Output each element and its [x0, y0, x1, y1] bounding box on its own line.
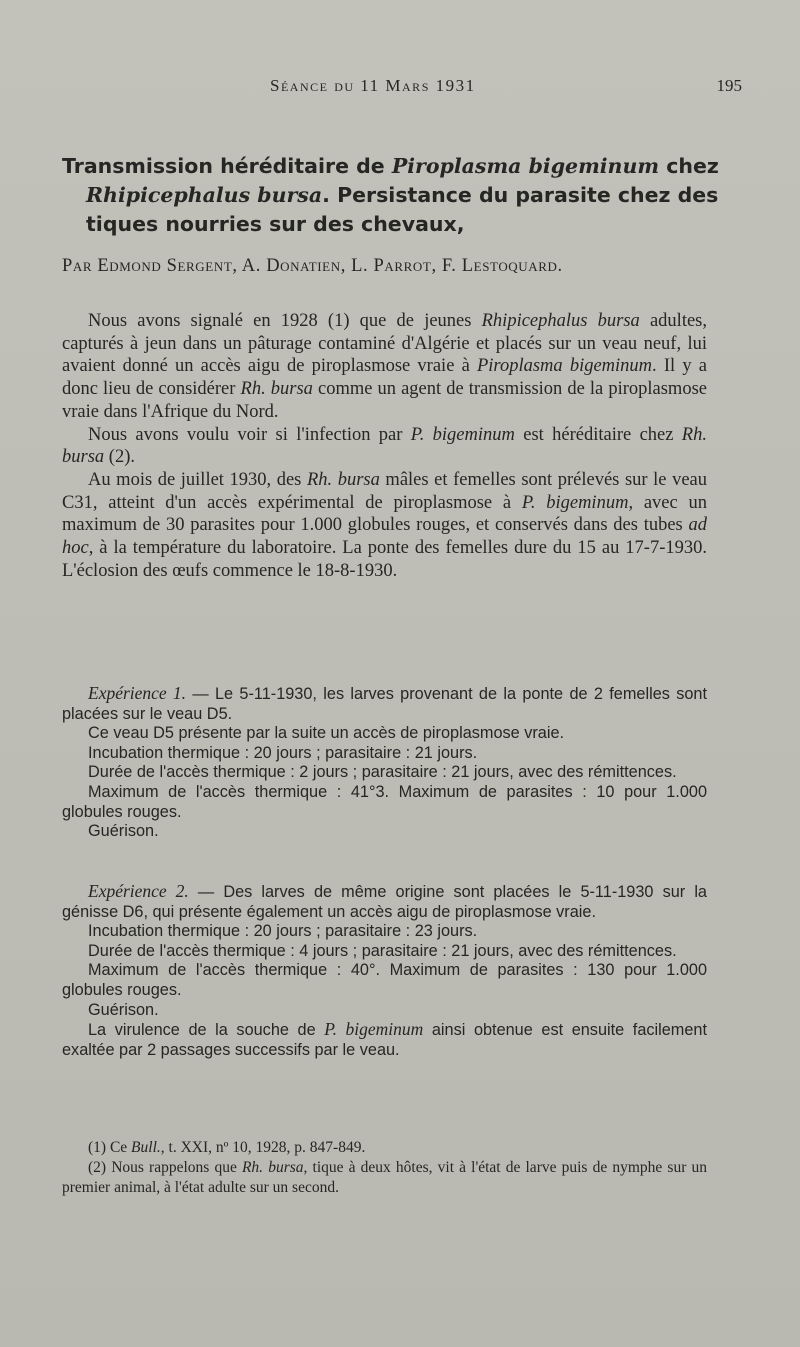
experiment-1-line: Maximum de l'accès thermique : 41°3. Maximum de parasites : 10 pour 1.000 globules rouges. — [62, 782, 707, 821]
article-body — [62, 310, 707, 582]
footnote-1 — [62, 1138, 707, 1158]
text-run: comme un agent de transmission de la piroplasmose vraie dans l'Afrique du Nord. — [62, 379, 707, 422]
experiment-2-line: Maximum de l'accès thermique : 40°. Maximum de parasites : 130 pour 1.000 globules rouges. — [62, 961, 707, 999]
experiment-1-label: Expérience 1. — [88, 683, 187, 703]
experiment-2-line: Incubation thermique : 20 jours ; parasitaire : 23 jours. — [88, 922, 478, 941]
title-species-1: Piroplasma bigeminum — [391, 154, 660, 178]
text-run: La virulence de la souche de — [88, 1021, 325, 1040]
title-part-1: Transmission héréditaire de — [62, 154, 392, 178]
footnotes — [62, 1138, 707, 1198]
species-name: Rh. bursa — [240, 379, 313, 400]
experiment-1 — [62, 684, 707, 842]
experiment-1-intro — [62, 684, 707, 724]
journal-abbrev: Bull. — [131, 1139, 161, 1156]
experiment-2-label: Expérience 2. — [88, 881, 189, 901]
author-line: Par Edmond Sergent, A. Donatien, L. Parrot, F. Lestoquard. — [62, 256, 563, 276]
text-run: Nous avons signalé en 1928 (1) que de jeunes — [88, 311, 482, 331]
paragraph-2 — [62, 424, 707, 469]
text-run: Nous avons voulu voir si l'infection par — [88, 424, 411, 445]
species-name: Rh. bursa — [62, 424, 707, 468]
species-name: P. bigeminum — [324, 1019, 424, 1040]
species-name: P. bigeminum — [410, 424, 515, 445]
footnote-2 — [62, 1158, 707, 1198]
text-run: est héréditaire chez — [514, 424, 682, 445]
experiment-1-line: Guérison. — [88, 822, 159, 841]
title-part-2: chez — [659, 154, 719, 178]
experiment-2-line: Guérison. — [88, 1000, 159, 1019]
text-run: ainsi obtenue est ensuite facilement exaltée par 2 passages successifs par le veau. — [62, 1021, 707, 1059]
page-header — [0, 76, 800, 100]
species-name: P. bigeminum — [521, 492, 629, 513]
paragraph-3 — [62, 469, 707, 583]
experiment-1-line: Durée de l'accès thermique : 2 jours ; parasitaire : 21 jours, avec des rémittences. — [88, 763, 677, 782]
species-name: Rh. bursa — [306, 469, 380, 490]
text-run: — Le 5-11-1930, les larves provenant de la ponte de 2 femelles sont placées sur le veau D5. — [62, 685, 708, 723]
page-number: 195 — [716, 76, 742, 95]
experiment-1-line: Incubation thermique : 20 jours ; parasitaire : 21 jours. — [88, 743, 478, 762]
species-name: Rh. bursa — [241, 1159, 304, 1176]
text-run: (2). — [104, 447, 135, 468]
text-run: Au mois de juillet 1930, des — [88, 469, 307, 490]
species-name: Rhipicephalus bursa — [481, 311, 640, 331]
text-run: . Il y a donc lieu de considérer — [62, 356, 707, 400]
latin-term: ad hoc — [62, 515, 707, 559]
text-run: — Des larves de même origine sont placées le 5-11-1930 sur la génisse D6, qui présente également un accès aigu de piroplasmose vraie. — [62, 883, 707, 921]
article-title — [62, 152, 736, 239]
title-species-2: Rhipicephalus bursa — [86, 183, 323, 207]
text-run: adultes, capturés à jeun dans un pâturage contaminé d'Algérie et placés sur un veau neuf, lui avaient donné un accès aigu de piroplasmose vraie à — [62, 311, 707, 377]
species-name: Piroplasma bigeminum — [476, 356, 653, 377]
experiment-2-intro — [62, 882, 707, 922]
text-run: mâles et femelles sont prélevés sur le veau C31, atteint d'un accès expérimental de piroplasmose à — [62, 469, 707, 513]
text-run: , tique à deux hôtes, vit à l'état de larve puis de nymphe sur un premier animal, à l'état adulte sur un second. — [62, 1159, 707, 1196]
text-run: (2) Nous rappelons que — [88, 1159, 242, 1176]
text-run: (1) Ce — [88, 1139, 132, 1156]
experiment-2-conclusion — [62, 1020, 707, 1060]
running-head: Séance du 11 Mars 1931 — [270, 76, 476, 95]
experiment-1-line: Ce veau D5 présente par la suite un accès de piroplasmose vraie. — [88, 724, 565, 743]
experiment-2-line: Durée de l'accès thermique : 4 jours ; parasitaire : 21 jours, avec des rémittences. — [88, 941, 677, 960]
experiment-2 — [62, 882, 707, 1060]
text-run: , à la température du laboratoire. La ponte des femelles dure du 15 au 17-7-1930. L'éclosion des œufs commence le 18-8-1930. — [62, 538, 707, 581]
paragraph-1 — [62, 310, 707, 424]
title-part-3: . Persistance du parasite chez des tiques nourries sur des chevaux, — [86, 183, 719, 236]
text-run: , t. XXI, nº 10, 1928, p. 847-849. — [160, 1139, 366, 1156]
text-run: , avec un maximum de 30 parasites pour 1.000 globules rouges, et conservés dans des tubes — [62, 492, 707, 536]
